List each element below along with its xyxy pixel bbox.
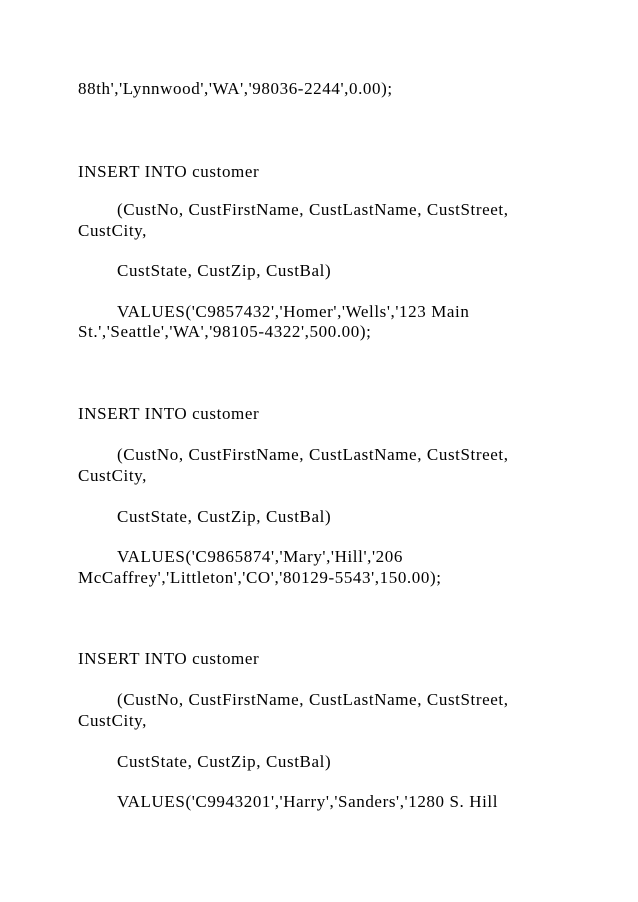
- sql-insert-statement: INSERT INTO customer: [78, 162, 260, 181]
- sql-values-continued: McCaffrey','Littleton','CO','80129-5543',150.00);: [78, 568, 442, 587]
- sql-column-list: (CustNo, CustFirstName, CustLastName, CustStreet,: [117, 200, 509, 219]
- sql-column-list: (CustNo, CustFirstName, CustLastName, CustStreet,: [117, 445, 509, 464]
- sql-insert-statement: INSERT INTO customer: [78, 649, 260, 668]
- sql-column-list-continued: CustCity,: [78, 711, 148, 730]
- sql-values-line: VALUES('C9943201','Harry','Sanders','1280 S. Hill: [117, 792, 499, 811]
- sql-column-list: CustState, CustZip, CustBal): [117, 507, 332, 526]
- sql-column-list-continued: CustCity,: [78, 221, 148, 240]
- sql-line: 88th','Lynnwood','WA','98036-2244',0.00);: [78, 79, 393, 98]
- sql-column-list-continued: CustCity,: [78, 466, 148, 485]
- sql-column-list: CustState, CustZip, CustBal): [117, 261, 332, 280]
- sql-insert-statement: INSERT INTO customer: [78, 404, 260, 423]
- sql-values-line: VALUES('C9857432','Homer','Wells','123 Main: [117, 302, 470, 321]
- sql-values-line: VALUES('C9865874','Mary','Hill','206: [117, 547, 403, 566]
- sql-column-list: (CustNo, CustFirstName, CustLastName, CustStreet,: [117, 690, 509, 709]
- sql-column-list: CustState, CustZip, CustBal): [117, 752, 332, 771]
- sql-values-continued: St.','Seattle','WA','98105-4322',500.00);: [78, 322, 372, 341]
